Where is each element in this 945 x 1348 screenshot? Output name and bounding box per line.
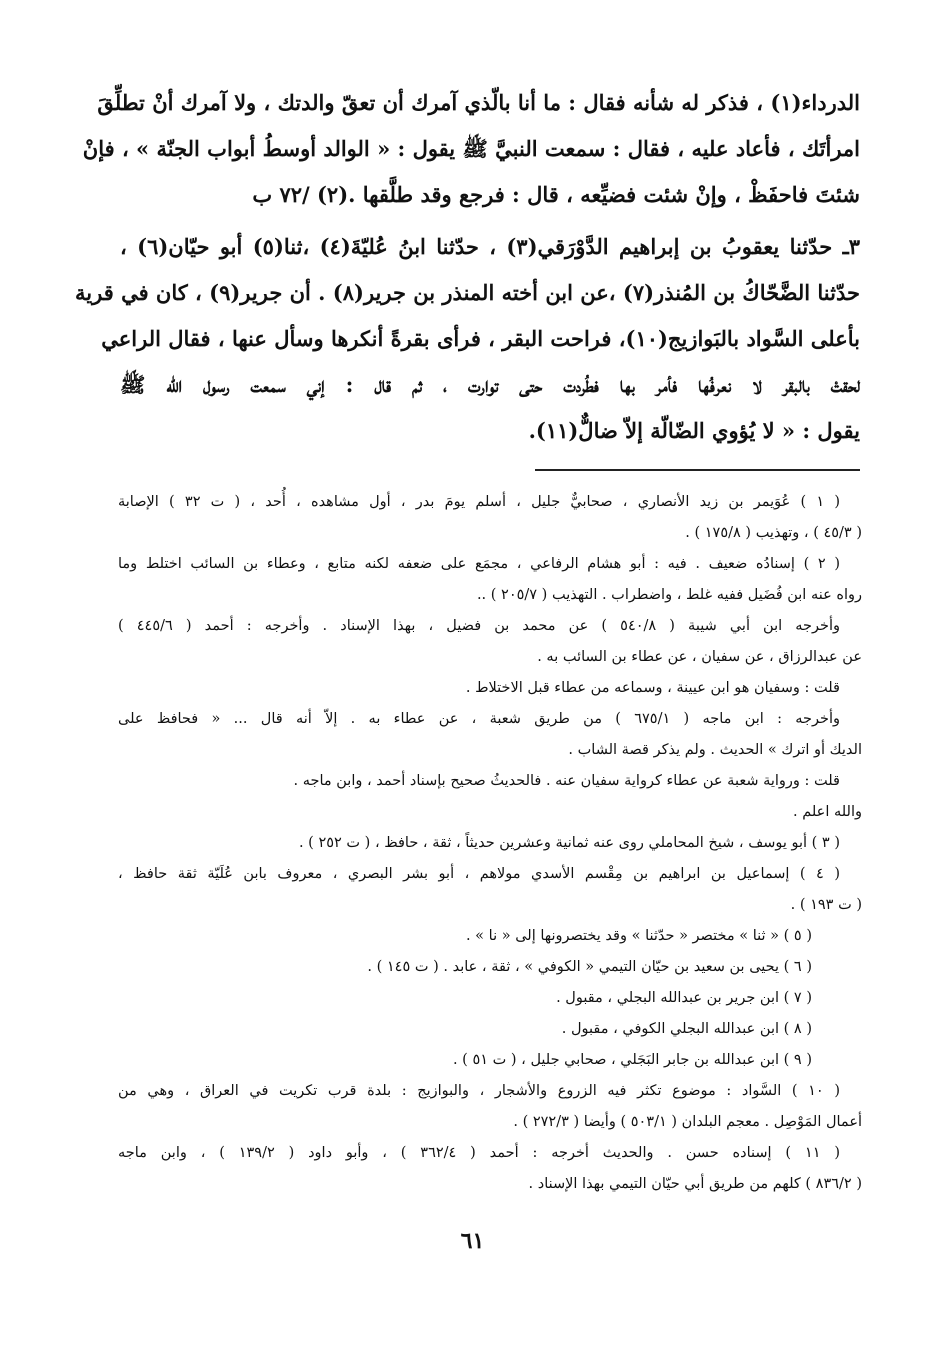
main-text-line: ٣ـ حدّثنا يعقوبُ بن إبراهيم الدَّوْرَقي(٣) ، حدّثنا ابنُ عُليّةَ(٤) ،ثنا(٥) أبو حيّان(٦) ، (120, 234, 860, 259)
footnote-line: عن عبدالرزاق ، عن سفيان ، عن عطاء بن السائب به . (537, 649, 862, 665)
footnote-line: ( ٤ ) إسماعيل بن ابراهيم بن مِقْسم الأسدي مولاهم ، أبو بشر البصري ، معروف بابن عُلَيّة ثقة حافظ ، (118, 866, 840, 882)
footnote-line: وأخرجه : ابن ماجه ( ٦٧٥/١ ) من طريق شعبة ، عن عطاء به . إلاّ أنه قال ... « فحافظ على (118, 711, 840, 727)
footnote-line: ( ت ١٩٣ ) . (790, 897, 862, 913)
page-number: ٦١ (460, 1228, 485, 1254)
footnote-line: ( ٥ ) « ثنا » مختصر « حدّثنا » وقد يختصرونها إلى « نا » . (465, 928, 812, 944)
main-text-line: حدّثنا الضَّحّاكُ بن المُنذر(٧) ،عن ابن أخته المنذر بن جرير(٨) . أن جرير(٩) ، كان في قرية (75, 280, 860, 305)
footnote-line: أعمال المَوْصِل . معجم البلدان ( ٥٠٣/١ ) وأيضا ( ٢٧٢/٣ ) . (513, 1114, 862, 1130)
footnote-line: ( ٩ ) ابن عبدالله بن جابر البَجَلي ، صحابي جليل ، ( ت ٥١ ) . (452, 1052, 812, 1068)
footnote-line: قلت : وسفيان هو ابن عيينة ، وسماعه من عطاء قبل الاختلاط . (465, 680, 840, 696)
footnote-line: ( ٨ ) ابن عبدالله البجلي الكوفي ، مقبول . (561, 1021, 812, 1037)
footnotes-block (118, 487, 862, 1200)
main-text-line: شئتَ فاحفَظْ ، وإنْ شئت فضيِّعه ، قال : فرجع وقد طلَّقها .(٢) /٧٢ ب (252, 182, 860, 207)
main-text-block (75, 80, 860, 454)
footnote-line: رواه عنه ابن فُضَيل ففيه غلط ، واضطراب . التهذيب ( ٢٠٥/٧ ) .. (476, 587, 862, 603)
footnote-separator (535, 469, 860, 471)
main-text-line: بأعلى السَّواد بالبَوازيج(١٠)، فراحت البقر ، فرأى بقرةً أنكرها وسأل عنها ، فقال الراعي (101, 326, 860, 351)
main-text-line: امرأتَك ، فأعاد عليه ، فقال : سمعت النبيَّ ﷺ يقول : « الوالد أوسطُ أبواب الجنّة » ، فإنْ (82, 136, 860, 161)
footnote-line: ( ١ ) عُوَيمر بن زيد الأنصاري ، صحابيٌّ جليل ، أسلم يومَ بدر ، أول مشاهده ، أُحد ، ( ت ٣٢ ) الإصابة (118, 494, 840, 510)
footnote-line: ( ٢ ) إسنادُه ضعيف . فيه : أبو هشام الرفاعي ، مجمَع على ضعفه لكنه متابع ، وعطاء بن السائب اختلط وما (118, 556, 840, 572)
main-text-line: الدرداء(١) ، فذكر له شأنه فقال : ما أنا بالّذي آمرك أن تعقّ والدتك ، ولا آمرك أنْ تطلِّقَ (97, 90, 860, 115)
main-text-line: لحقتْ بالبقر لا نعرفُها فأمر بها فطُردت حتى توارت ، ثم قال : إني سمعت رسول الله ﷺ (120, 372, 860, 397)
footnote-line: قلت : ورواية شعبة عن عطاء كرواية سفيان عنه . فالحديثُ صحيح بإسناد أحمد ، وابن ماجه . (293, 773, 840, 789)
footnote-line: ( ٣ ) أبو يوسف ، شيخ المحاملي روى عنه ثمانية وعشرين حديثاً ، ثقة ، حافظ ، ( ت ٢٥٢ ) . (298, 835, 840, 851)
footnote-line: ( ٨٣٦/٢ ) كلهم من طريق أبي حيّان التيمي بهذا الإسناد . (528, 1176, 862, 1192)
footnote-line: ( ١١ ) إسناده حسن . والحديث أخرجه : أحمد ( ٣٦٢/٤ ) ، وأبو داود ( ١٣٩/٢ ) ، وابن ماجه (118, 1145, 840, 1161)
footnote-line: ( ٦ ) يحيى بن سعيد بن حيّان التيمي « الكوفي » ، ثقة ، عابد . ( ت ١٤٥ ) . (367, 959, 812, 975)
footnote-line: الديك أو اترك » الحديث . ولم يذكر قصة الشاب . (568, 742, 862, 758)
footnote-line: ( ٧ ) ابن جرير بن عبدالله البجلي ، مقبول . (556, 990, 812, 1006)
footnote-line: ( ١٠ ) السَّواد : موضوع تكثر فيه الزروع والأشجار ، والبوازيج : بلدة قرب تكريت في العراق ، وهي من (118, 1083, 840, 1099)
footnote-line: وأخرجه ابن أبي شيبة ( ٥٤٠/٨ ) عن محمد بن فضيل ، بهذا الإسناد . وأخرجه : أحمد ( ٤٤٥/٦ ) (118, 618, 840, 634)
footnote-line: والله اعلم . (793, 804, 862, 820)
main-text-line: يقول : « لا يُؤوي الضّالّة إلاّ ضالٌّ(١١). (528, 418, 860, 443)
footnote-line: ( ٤٥/٣ ) ، وتهذيب ( ١٧٥/٨ ) . (685, 525, 862, 541)
